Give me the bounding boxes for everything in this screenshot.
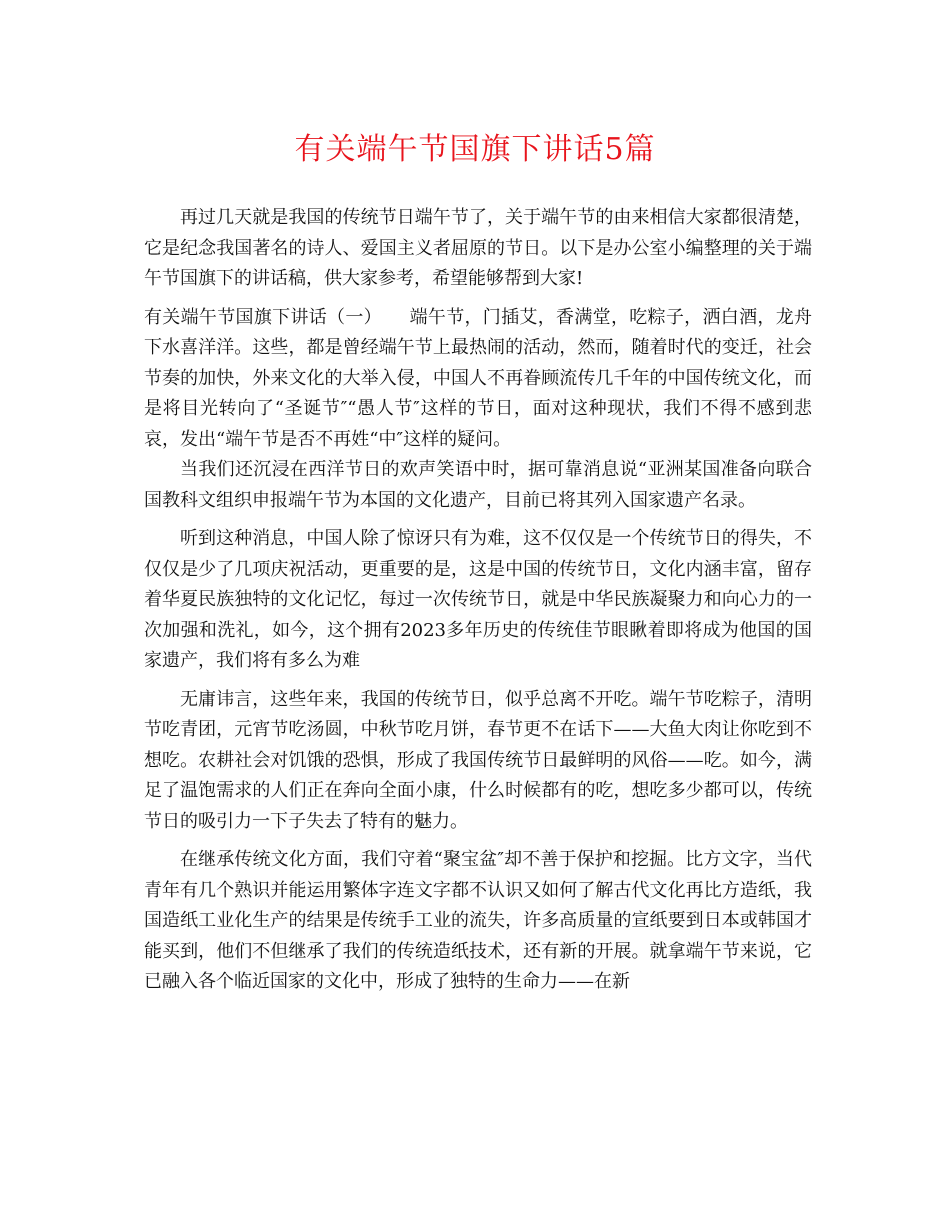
paragraph-reaction: 听到这种消息，中国人除了惊讶只有为难，这不仅仅是一个传统节日的得失，不仅仅是少了几项庆祝活动，更重要的是，这是中国的传统节日，文化内涵丰富，留存着华夏民族独特的文化记忆，每过一次传统节日，就是中华民族凝聚力和向心力的一次加强和洗礼，如今，这个拥有2023多年历史的传统佳节眼瞅着即将成为他国的国家遗产，我们将有多么为难 [144, 528, 812, 671]
document-body [144, 203, 812, 1006]
paragraph-intro: 再过几天就是我国的传统节日端午节了，关于端午节的由来相信大家都很清楚，它是纪念我国著名的诗人、爱国主义者屈原的节日。以下是办公室小编整理的关于端午节国旗下的讲话稿，供大家参考，希望能够帮到大家! [144, 207, 812, 289]
paragraph-heritage: 在继承传统文化方面，我们守着“聚宝盆″却不善于保护和挖掘。比方文字，当代青年有几个熟识并能运用繁体字连文字都不认识又如何了解古代文化再比方造纸，我国造纸工业化生产的结果是传统手工业的流失，许多高质量的宣纸要到日本或韩国才能买到，他们不但继承了我们的传统造纸技术，还有新的开展。就拿端午节来说，它已融入各个临近国家的文化中，形成了独特的生命力——在新 [144, 849, 812, 992]
paragraph-news: 当我们还沉浸在西洋节日的欢声笑语中时，据可靠消息说“亚洲某国准备向联合国教科文组织申报端午节为本国的文化遗产，目前已将其列入国家遗产名录。 [144, 459, 812, 511]
document-title: 有关端午节国旗下讲话5篇 [294, 132, 656, 167]
paragraph-food: 无庸讳言，这些年来，我国的传统节日，似乎总离不开吃。端午节吃粽子，清明节吃青团，元宵节吃汤圆，中秋节吃月饼，春节更不在话下——大鱼大肉让你吃到不想吃。农耕社会对饥饿的恐惧，形成了我国传统节日最鲜明的风俗——吃。如今，满足了温饱需求的人们正在奔向全面小康，什么时候都有的吃，想吃多少都可以，传统节日的吸引力一下子失去了特有的魅力。 [144, 688, 812, 832]
paragraph-speech-one: 有关端午节国旗下讲话（一） 端午节，门插艾，香满堂，吃粽子，洒白酒，龙舟下水喜洋洋。这些，都是曾经端午节上最热闹的活动，然而，随着时代的变迁，社会节奏的加快，外来文化的大举入侵，中国人不再眷顾流传几千年的中国传统文化，而是将目光转向了“圣诞节″“愚人节″这样的节日，面对这种现状，我们不得不感到悲哀，发出“端午节是否不再姓“中″这样的疑问。 [144, 306, 812, 450]
